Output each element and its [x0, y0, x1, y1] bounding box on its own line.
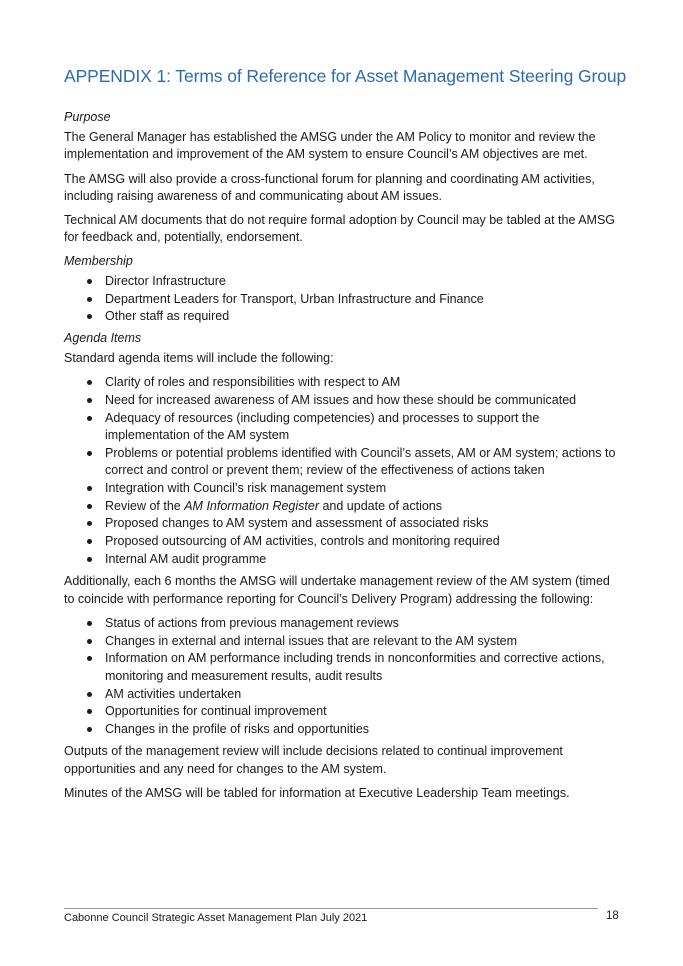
membership-subheading: Membership [64, 253, 133, 268]
list-item [64, 498, 620, 515]
list-item-text: Integration with Council’s risk management system [105, 480, 387, 495]
list-item-text: Changes in external and internal issues that are relevant to the AM system [105, 633, 518, 648]
bullet-icon [87, 692, 92, 697]
list-item-text: Changes in the profile of risks and opportunities [105, 722, 370, 737]
bullet-icon [87, 486, 92, 491]
document-title-reference: AM Information Register [184, 498, 319, 513]
bullet-icon [87, 639, 92, 644]
list-item [64, 515, 620, 532]
bullet-icon [87, 398, 92, 403]
bullet-icon [87, 539, 92, 544]
bullet-icon [87, 709, 92, 714]
list-item-text: Need for increased awareness of AM issues and how these should be communicated [105, 392, 577, 407]
list-item-text: Director Infrastructure [105, 273, 226, 288]
agenda-intro: Standard agenda items will include the following: [64, 350, 334, 365]
list-item [64, 633, 620, 650]
list-item [64, 374, 620, 391]
bullet-icon [87, 451, 92, 456]
bullet-icon [87, 380, 92, 385]
bullet-icon [87, 504, 92, 509]
list-item-text: Internal AM audit programme [105, 551, 267, 566]
page-number: 18 [606, 910, 619, 922]
membership-list [64, 273, 620, 326]
purpose-paragraph: The AMSG will also provide a cross-functional forum for planning and coordinating AM activities, including raising awareness of and communicating about AM issues. [64, 171, 595, 203]
bullet-icon [87, 656, 92, 661]
agenda-subheading: Agenda Items [64, 330, 142, 345]
list-item [64, 308, 620, 325]
minutes-paragraph: Minutes of the AMSG will be tabled for information at Executive Leadership Team meetings. [64, 786, 570, 800]
list-item-text: Information on AM performance including trends in nonconformities and corrective actions, monitoring and measurement results, audit results [105, 651, 605, 683]
list-item-text: Opportunities for continual improvement [105, 704, 327, 719]
bullet-icon [87, 314, 92, 319]
page-heading: APPENDIX 1: Terms of Reference for Asset Management Steering Group [64, 66, 627, 86]
list-item-text: Proposed changes to AM system and assessment of associated risks [105, 516, 489, 531]
list-item-text: Review of the AM Information Register and update of actions [105, 498, 443, 513]
list-item [64, 703, 620, 720]
list-item-text: Status of actions from previous management reviews [105, 615, 399, 630]
outputs-paragraph: Outputs of the management review will include decisions related to continual improvement opportunities and any need for changes to the AM system. [64, 744, 563, 776]
list-item [64, 392, 620, 409]
list-item [64, 686, 620, 703]
list-item-text: Clarity of roles and responsibilities with respect to AM [105, 374, 401, 389]
purpose-paragraph: Technical AM documents that do not require formal adoption by Council may be tabled at the AMSG for feedback and, potentially, endorsement. [64, 213, 616, 245]
list-item [64, 291, 620, 308]
bullet-icon [87, 279, 92, 284]
list-item [64, 650, 620, 685]
page-content [64, 66, 627, 809]
bullet-icon [87, 521, 92, 526]
list-item [64, 615, 620, 632]
bullet-icon [87, 621, 92, 626]
list-item [64, 551, 620, 568]
list-item-text: Problems or potential problems identified with Council’s assets, AM or AM system; actions to correct and control or prevent them; review of the effectiveness of actions taken [105, 445, 616, 477]
review-intro: Additionally, each 6 months the AMSG will undertake management review of the AM system (timed to coincide with performance reporting for Council’s Delivery Program) addressing the following: [64, 574, 610, 606]
list-item-text: Proposed outsourcing of AM activities, controls and monitoring required [105, 534, 500, 549]
bullet-icon [87, 727, 92, 732]
list-item-text: Department Leaders for Transport, Urban Infrastructure and Finance [105, 291, 484, 306]
footer-divider [64, 908, 598, 909]
bullet-icon [87, 297, 92, 302]
list-item [64, 273, 620, 290]
bullet-icon [87, 416, 92, 421]
list-item-text: AM activities undertaken [105, 686, 242, 701]
review-list [64, 615, 620, 739]
footer-text: Cabonne Council Strategic Asset Management Plan July 2021 [64, 912, 368, 924]
list-item-text: Adequacy of resources (including competencies) and processes to support the implementation of the AM system [105, 410, 540, 442]
list-item [64, 480, 620, 497]
purpose-paragraph: The General Manager has established the AMSG under the AM Policy to monitor and review the implementation and improvement of the AM system to ensure Council’s AM objectives are met. [64, 130, 596, 162]
purpose-subheading: Purpose [64, 110, 111, 124]
bullet-icon [87, 557, 92, 562]
list-item [64, 445, 620, 480]
list-item [64, 410, 620, 445]
agenda-list [64, 374, 620, 568]
list-item [64, 721, 620, 738]
list-item [64, 533, 620, 550]
list-item-text: Other staff as required [105, 309, 230, 324]
